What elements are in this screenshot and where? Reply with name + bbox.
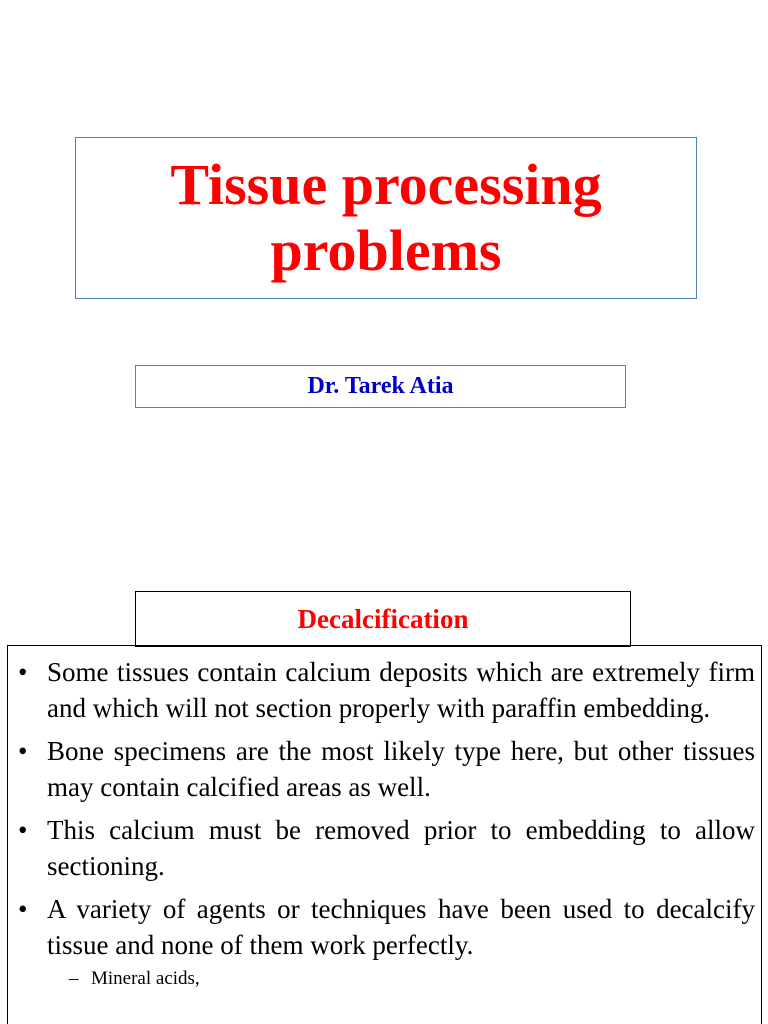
- author-box: [135, 365, 626, 408]
- sub-bullet-marker: –: [69, 968, 79, 989]
- bullet-marker: •: [18, 815, 28, 845]
- bullet-text: Bone specimens are the most likely type here, but other tissues may contain calcified areas as well.: [47, 736, 755, 802]
- sub-bullet-text: Mineral acids,: [91, 968, 200, 989]
- list-item: [18, 733, 755, 805]
- bullet-list: [18, 654, 755, 963]
- title-box: [75, 137, 697, 299]
- bullet-marker: •: [18, 657, 28, 687]
- content-box: [7, 645, 762, 1024]
- list-item: [18, 654, 755, 726]
- bullet-text: This calcium must be removed prior to embedding to allow sectioning.: [47, 815, 755, 881]
- title-line-1: Tissue processing: [170, 152, 602, 217]
- title-line-2: problems: [270, 218, 502, 283]
- bullet-text: Some tissues contain calcium deposits which are extremely firm and which will not section properly with paraffin embedding.: [47, 657, 755, 723]
- author-name: Dr. Tarek Atia: [307, 373, 454, 399]
- sub-list-item: [18, 966, 755, 992]
- section-heading: Decalcification: [297, 603, 469, 634]
- list-item: [18, 812, 755, 884]
- section-heading-box: [135, 591, 631, 647]
- bullet-marker: •: [18, 736, 28, 766]
- bullet-marker: •: [18, 894, 28, 924]
- bullet-text: A variety of agents or techniques have been used to decalcify tissue and none of them work perfectly.: [47, 894, 755, 960]
- list-item: [18, 891, 755, 963]
